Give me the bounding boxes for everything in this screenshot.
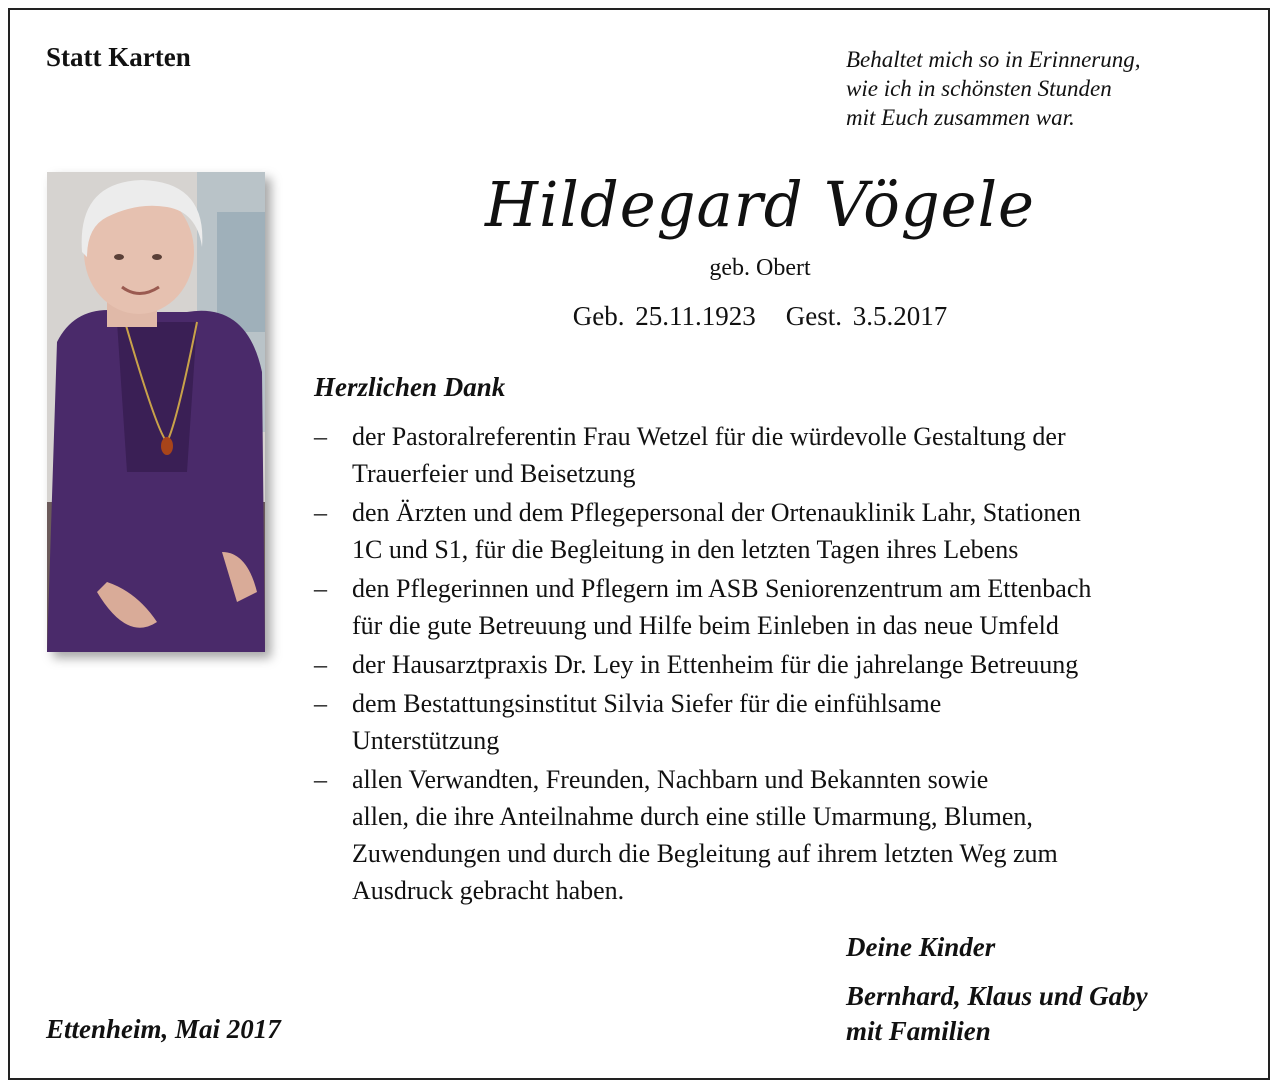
place-date: Ettenheim, Mai 2017 [46, 1014, 281, 1044]
life-dates [440, 301, 1080, 332]
birth-date: Geb. 25.11.1923 [572, 301, 756, 331]
signature-line: Bernhard, Klaus und Gaby [846, 981, 1148, 1011]
motto-line: Behaltet mich so in Erinnerung, [846, 47, 1141, 72]
thanks-line: der Pastoralreferentin Frau Wetzel für die würdevolle Gestaltung der [352, 422, 1066, 451]
thanks-line: den Ärzten und dem Pflegepersonal der Ortenauklinik Lahr, Stationen [352, 498, 1081, 527]
list-dash: – [314, 498, 327, 527]
thanks-item [314, 570, 1254, 644]
thanks-line: Unterstützung [352, 726, 500, 755]
thanks-line: Zuwendungen und durch die Begleitung auf ihrem letzten Weg zum [352, 839, 1058, 868]
statt-karten-label: Statt Karten [46, 42, 191, 72]
thanks-item [314, 685, 1254, 759]
portrait-illustration [47, 172, 265, 652]
list-dash: – [314, 422, 327, 451]
deceased-name: Hildegard Vögele [485, 168, 1035, 241]
thanks-line: Trauerfeier und Beisetzung [352, 459, 636, 488]
thanks-item [314, 646, 1254, 683]
motto-line: mit Euch zusammen war. [846, 105, 1075, 130]
thanks-list [314, 418, 1254, 911]
portrait-photo [47, 172, 265, 652]
thanks-heading: Herzlichen Dank [314, 372, 506, 402]
thanks-item [314, 418, 1254, 492]
thanks-item [314, 761, 1254, 909]
motto-line: wie ich in schönsten Stunden [846, 76, 1112, 101]
signature-heading: Deine Kinder [846, 932, 996, 962]
thanks-line: 1C und S1, für die Begleitung in den letzten Tagen ihres Lebens [352, 535, 1019, 564]
list-dash: – [314, 650, 327, 679]
signature-names [846, 979, 1148, 1049]
list-dash: – [314, 765, 327, 794]
list-dash: – [314, 689, 327, 718]
thanks-item [314, 494, 1254, 568]
death-date: Gest. 3.5.2017 [785, 301, 948, 331]
thanks-line: dem Bestattungsinstitut Silvia Siefer für die einfühlsame [352, 689, 942, 718]
thanks-line: allen, die ihre Anteilnahme durch eine stille Umarmung, Blumen, [352, 802, 1033, 831]
maiden-name: geb. Obert [709, 255, 811, 281]
thanks-line: Ausdruck gebracht haben. [352, 876, 625, 905]
thanks-line: der Hausarztpraxis Dr. Ley in Ettenheim für die jahrelange Betreuung [352, 650, 1079, 679]
thanks-line: für die gute Betreuung und Hilfe beim Einleben in das neue Umfeld [352, 611, 1059, 640]
thanks-line: den Pflegerinnen und Pflegern im ASB Seniorenzentrum am Ettenbach [352, 574, 1092, 603]
signature-line: mit Familien [846, 1016, 991, 1046]
thanks-line: allen Verwandten, Freunden, Nachbarn und Bekannten sowie [352, 765, 989, 794]
memorial-motto [846, 45, 1141, 132]
list-dash: – [314, 574, 327, 603]
